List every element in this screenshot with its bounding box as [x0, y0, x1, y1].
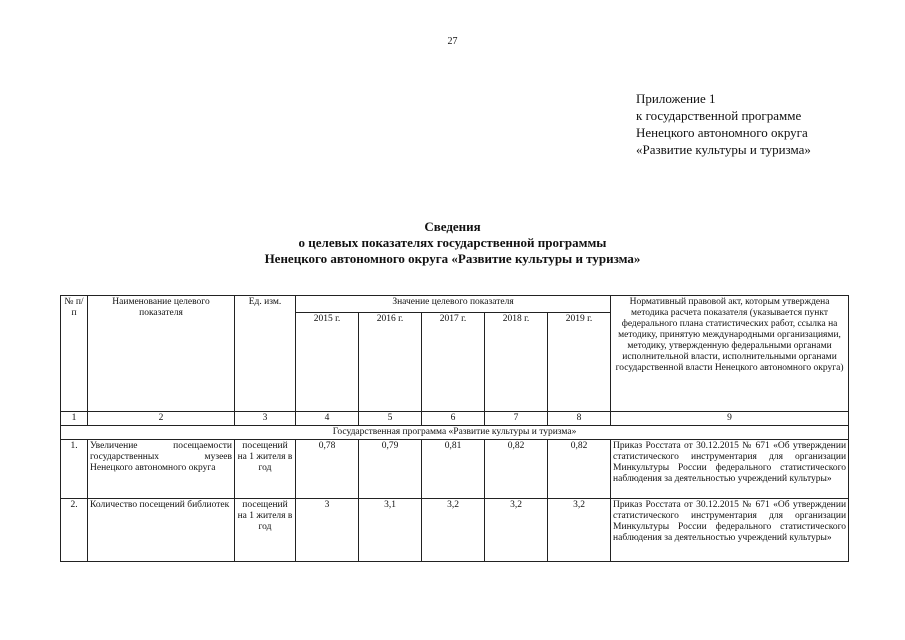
column-number: 8	[548, 412, 611, 426]
header-year: 2017 г.	[422, 313, 485, 412]
column-number: 7	[485, 412, 548, 426]
header-year: 2015 г.	[296, 313, 359, 412]
column-number: 2	[88, 412, 235, 426]
row-value: 0,79	[359, 440, 422, 499]
row-unit: посещений на 1 жителя в год	[235, 499, 296, 562]
row-value: 3,2	[485, 499, 548, 562]
row-name: Количество посещений библиотек	[88, 499, 235, 562]
row-value: 3,1	[359, 499, 422, 562]
column-number: 5	[359, 412, 422, 426]
row-value: 0,82	[485, 440, 548, 499]
row-unit: посещений на 1 жителя в год	[235, 440, 296, 499]
table-row	[61, 440, 849, 499]
column-number: 3	[235, 412, 296, 426]
header-act: Нормативный правовой акт, которым утверждена методика расчета показателя (указывается пункт федерального плана статистических работ, ссылка на методику, принятую международными организациями, методику, утвержденную федеральными органами исполнительной власти, исполнительными органами государственной власти Ненецкого автономного округа)	[611, 296, 849, 412]
row-value: 3,2	[548, 499, 611, 562]
row-num: 2.	[61, 499, 88, 562]
row-value: 0,78	[296, 440, 359, 499]
title-line: Сведения	[424, 219, 481, 234]
appendix-line: Ненецкого автономного округа	[636, 125, 808, 140]
header-unit: Ед. изм.	[235, 296, 296, 412]
row-num: 1.	[61, 440, 88, 499]
column-number: 6	[422, 412, 485, 426]
row-value: 0,82	[548, 440, 611, 499]
row-act: Приказ Росстата от 30.12.2015 № 671 «Об утверждении статистического инструментария для организации Минкультуры России федерального статистического наблюдения за деятельностью учреждений культуры»	[611, 499, 849, 562]
header-year: 2018 г.	[485, 313, 548, 412]
row-name: Увеличение посещаемости государственных музеев Ненецкого автономного округа	[88, 440, 235, 499]
row-value: 3,2	[422, 499, 485, 562]
row-value: 0,81	[422, 440, 485, 499]
header-row	[61, 296, 849, 313]
column-number-row	[61, 412, 849, 426]
header-year: 2016 г.	[359, 313, 422, 412]
appendix-line: «Развитие культуры и туризма»	[636, 142, 811, 157]
appendix-block	[636, 90, 811, 158]
title-line: Ненецкого автономного округа «Развитие культуры и туризма»	[264, 251, 641, 266]
table-row	[61, 499, 849, 562]
appendix-line: Приложение 1	[636, 91, 716, 106]
header-name: Наименование целевого показателя	[88, 296, 235, 412]
row-value: 3	[296, 499, 359, 562]
appendix-line: к государственной программе	[636, 108, 802, 123]
title-line: о целевых показателях государственной программы	[298, 235, 607, 250]
row-act: Приказ Росстата от 30.12.2015 № 671 «Об утверждении статистического инструментария для организации Минкультуры России федерального статистического наблюдения за деятельностью учреждений культуры»	[611, 440, 849, 499]
header-year: 2019 г.	[548, 313, 611, 412]
indicators-table	[60, 295, 849, 562]
column-number: 9	[611, 412, 849, 426]
header-num: № п/п	[61, 296, 88, 412]
section-row	[61, 426, 849, 440]
section-title: Государственная программа «Развитие культуры и туризма»	[61, 426, 849, 440]
column-number: 1	[61, 412, 88, 426]
document-title	[0, 219, 905, 267]
page-number: 27	[447, 36, 458, 47]
column-number: 4	[296, 412, 359, 426]
header-value-group: Значение целевого показателя	[296, 296, 611, 313]
